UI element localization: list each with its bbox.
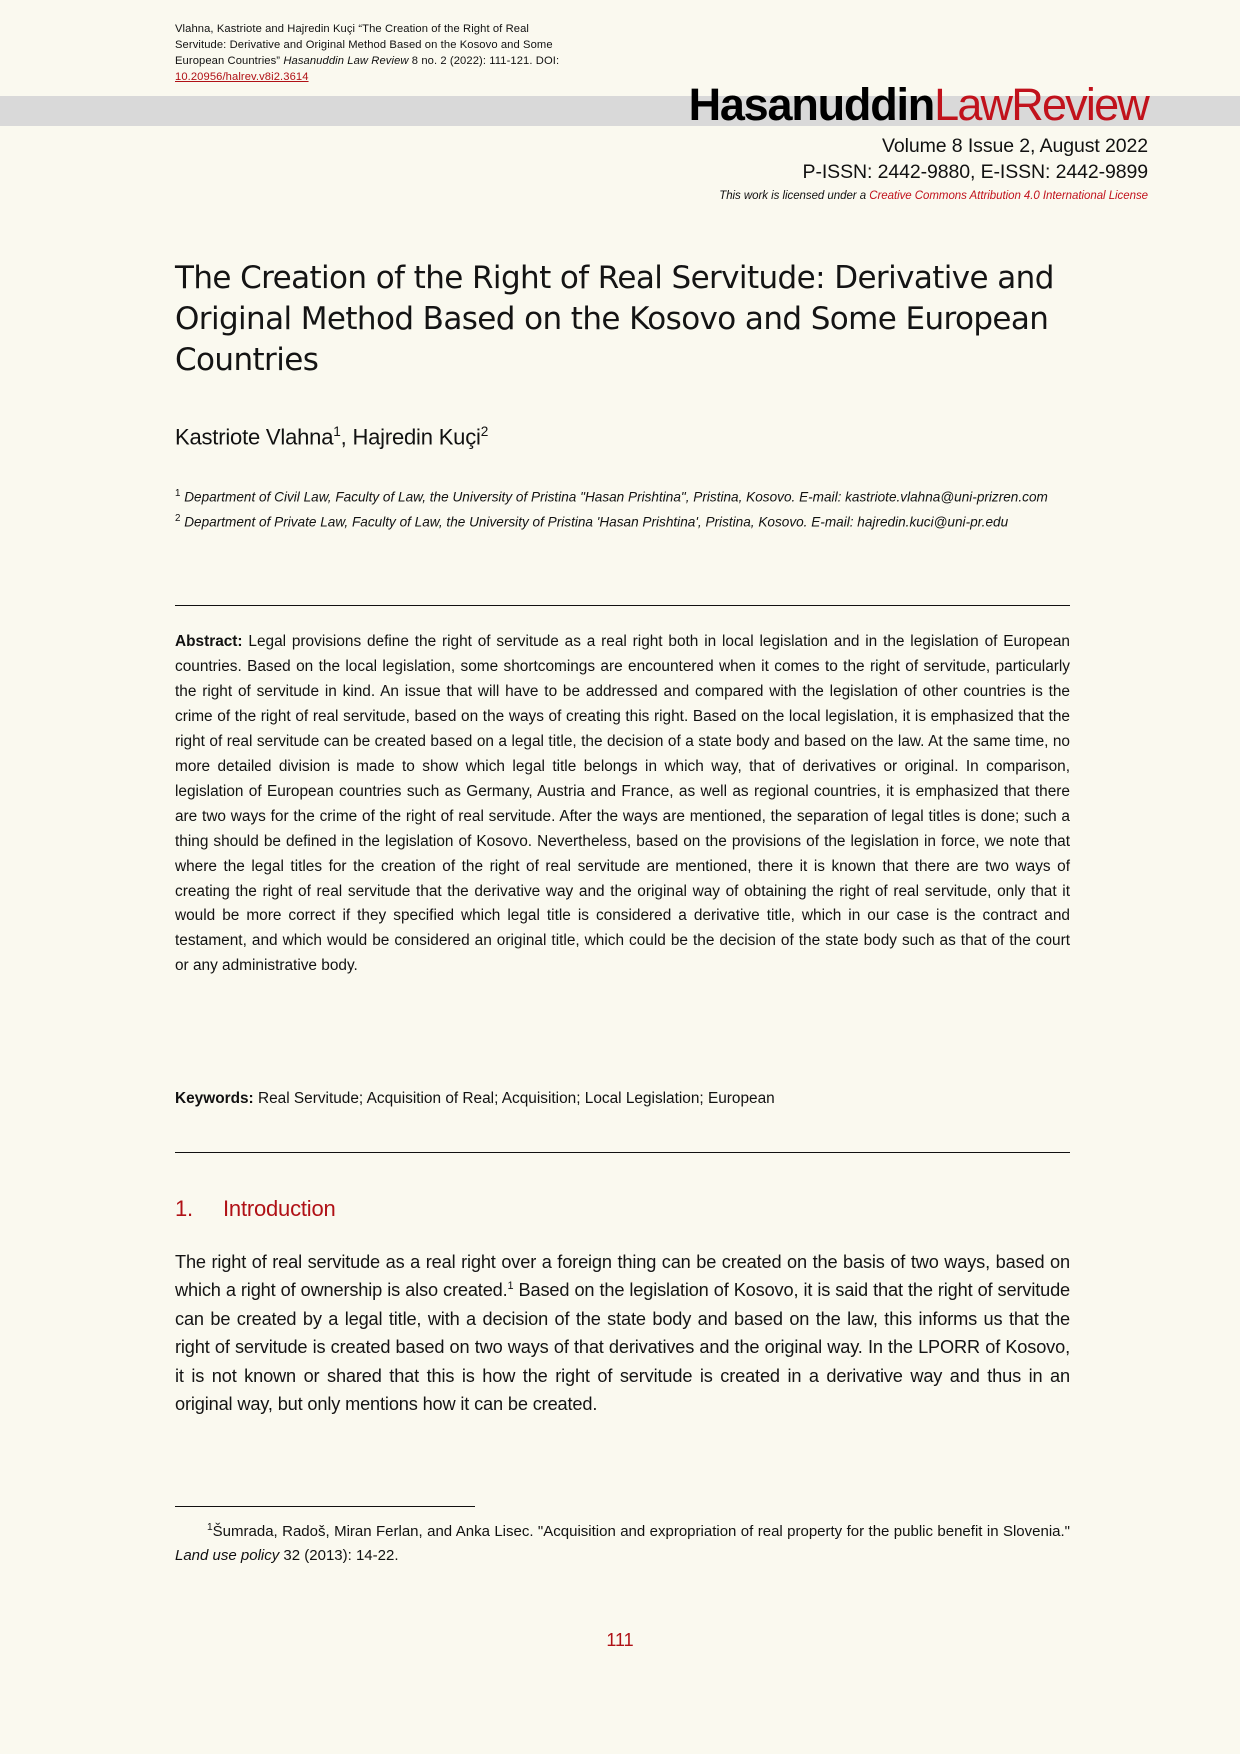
footnote-reference-1[interactable]: 1 bbox=[507, 1280, 514, 1293]
affiliation-1 bbox=[175, 486, 1070, 509]
introduction-paragraph bbox=[175, 1248, 1070, 1418]
footnote-text-part-1: Šumrada, Radoš, Miran Ferlan, and Anka Lisec. "Acquisition and expropriation of real property for the public benefit in Slovenia." bbox=[212, 1523, 1070, 1540]
affiliation-2-text: Department of Private Law, Faculty of Law, the University of Pristina 'Hasan Prishtina', Pristina, Kosovo. E-mail: hajredin.kuci@uni-pr.edu bbox=[184, 514, 1009, 530]
abstract-label: Abstract: bbox=[175, 633, 243, 650]
issue-info bbox=[448, 134, 1148, 202]
footnote-divider bbox=[175, 1506, 475, 1507]
introduction-text-part-1: The right of real servitude as a real right over a foreign thing can be created on the basis of two ways, based on which a right of ownership is also created. bbox=[175, 1252, 1070, 1301]
license-prefix: This work is licensed under a bbox=[719, 189, 870, 202]
keywords-block bbox=[175, 1087, 1070, 1112]
footnote-1 bbox=[175, 1520, 1070, 1567]
footnote-journal-title: Land use policy bbox=[175, 1546, 280, 1564]
citation-line-3-post: 8 no. 2 (2022): 111-121. DOI: bbox=[408, 54, 560, 67]
keywords-label: Keywords: bbox=[175, 1090, 254, 1107]
page-number: 111 bbox=[606, 1630, 634, 1650]
section-title: Introduction bbox=[223, 1196, 336, 1221]
affiliation-2-marker: 2 bbox=[175, 512, 181, 524]
abstract-top-divider bbox=[175, 605, 1070, 606]
journal-logo bbox=[688, 79, 1148, 130]
logo-lawreview: LawReview bbox=[934, 79, 1148, 130]
creative-commons-link[interactable]: Creative Commons Attribution 4.0 International License bbox=[869, 189, 1148, 202]
citation-line-3 bbox=[175, 54, 575, 70]
page-title: The Creation of the Right of Real Servitude: Derivative and Original Method Based on the Kosovo and Some European Countries bbox=[175, 260, 1054, 378]
footnote-marker: 1 bbox=[207, 1522, 213, 1533]
affiliation-1-marker: 1 bbox=[175, 488, 181, 499]
section-heading-introduction bbox=[175, 1196, 775, 1222]
volume-issue-line: Volume 8 Issue 2, August 2022 bbox=[882, 135, 1148, 157]
citation-line-2: Servitude: Derivative and Original Method Based on the Kosovo and Some bbox=[175, 38, 553, 51]
citation-journal-name: Hasanuddin Law Review bbox=[283, 54, 409, 67]
affiliations-block bbox=[175, 486, 1070, 535]
introduction-text-part-2: Based on the legislation of Kosovo, it is said that the right of servitude can be created by a legal title, with a decision of the state body and based on the law, this informs us that the right of servitude is created based on two ways of that derivatives and the original way. In the LPORR of Kosovo, it is not known or shared that this is how the right of servitude is created in a derivative way and thus in an original way, but only mentions how it can be created. bbox=[175, 1280, 1071, 1414]
section-number: 1. bbox=[175, 1196, 193, 1221]
abstract-text: Legal provisions define the right of servitude as a real right both in local legislation and in the legislation of European countries. Based on the local legislation, some shortcomings are encountered when it comes to the right of servitude, particularly the right of servitude in kind. An issue that will have to be addressed and compared with the legislation of other countries is the crime of the right of real servitude, based on the ways of creating this right. Based on the local legislation, it is emphasized that the right of real servitude can be created based on a legal title, the decision of a state body and based on the law. At the same time, no more detailed division is made to show which legal title belongs in which way, that of derivatives or original. In comparison, legislation of European countries such as Germany, Austria and France, as well as regional countries, it is emphasized that there are two ways for the crime of the right of real servitude. After the ways are mentioned, the separation of legal titles is done; such a thing should be defined in the legislation of Kosovo. Nevertheless, based on the provisions of the legislation in force, we note that where the legal titles for the creation of the right of real servitude are mentioned, there it is known that there are two ways of creating the right of real servitude that the derivative way and the original way of obtaining the right of real servitude, only that it would be more correct if they specified which legal title is considered a derivative title, which in our case is the contract and testament, and which would be considered an original title, which could be the decision of the state body such as that of the court or any administrative body. bbox=[175, 633, 1070, 975]
keywords-text: Real Servitude; Acquisition of Real; Acquisition; Local Legislation; European bbox=[257, 1090, 775, 1107]
abstract-bottom-divider bbox=[175, 1152, 1070, 1153]
affiliation-1-text: Department of Civil Law, Faculty of Law, the University of Pristina "Hasan Prishtina", Pristina, Kosovo. E-mail: kastriote.vlahna@uni-prizren.com bbox=[184, 489, 1048, 505]
logo-hasanuddin: Hasanuddin bbox=[688, 79, 935, 130]
license-line bbox=[448, 190, 1148, 202]
citation-line-1: Vlahna, Kastriote and Hajredin Kuçi “The Creation of the Right of Real bbox=[175, 23, 530, 35]
citation-block bbox=[175, 22, 575, 86]
issn-line: P-ISSN: 2442-9880, E-ISSN: 2442-9899 bbox=[802, 160, 1148, 183]
abstract-block bbox=[175, 630, 1070, 979]
affiliation-2 bbox=[175, 511, 1070, 534]
authors-line: Kastriote Vlahna$^1$, Hajredin Kuçi$^2$ bbox=[175, 424, 489, 450]
doi-link[interactable]: 10.20956/halrev.v8i2.3614 bbox=[175, 70, 309, 83]
citation-line-3-pre: European Countries” bbox=[175, 54, 284, 67]
footnote-text-part-2: 32 (2013): 14-22. bbox=[279, 1546, 399, 1564]
